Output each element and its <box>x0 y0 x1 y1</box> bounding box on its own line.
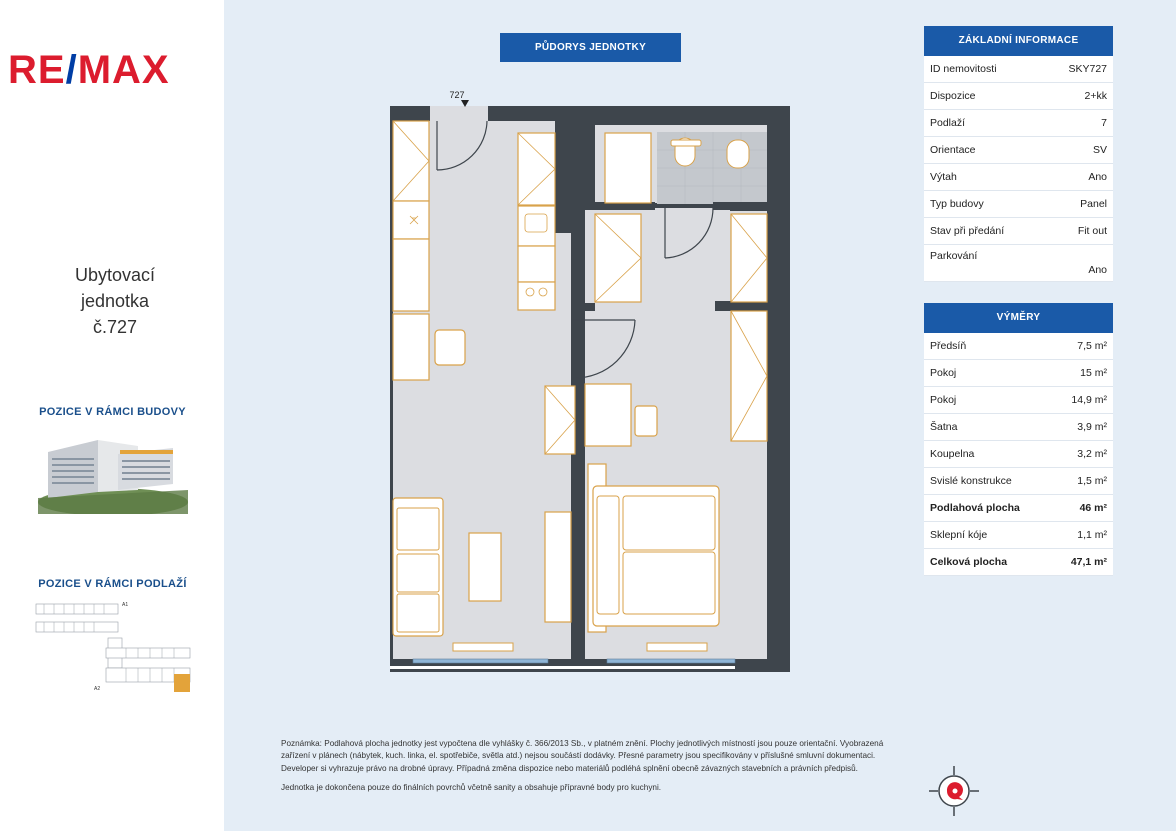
remax-logo: RE/MAX <box>8 48 170 92</box>
info-row-podlazi: Podlaží 7 <box>924 110 1113 137</box>
floor-map-label-a2: A2 <box>94 686 101 692</box>
unit-title-line3: č.727 <box>92 317 138 337</box>
info-row-id: ID nemovitosti SKY727 <box>924 56 1113 83</box>
unit-title <box>20 262 210 340</box>
info-row-vytah: Výtah Ano <box>924 164 1113 191</box>
unit-number-label: 727 <box>449 90 465 100</box>
areas-panel <box>924 303 1113 576</box>
area-row-pokoj-1: Pokoj 15 m² <box>924 360 1113 387</box>
info-row-stav: Stav při předání Fit out <box>924 218 1113 245</box>
area-row-koupelna: Koupelna 3,2 m² <box>924 441 1113 468</box>
area-row-predsin: Předsíň 7,5 m² <box>924 333 1113 360</box>
compass-icon <box>929 766 979 816</box>
sidebar <box>0 0 224 831</box>
area-row-celkova: Celková plocha 47,1 m² <box>924 549 1113 576</box>
area-row-pokoj-2: Pokoj 14,9 m² <box>924 387 1113 414</box>
disclaimer-note <box>281 738 911 801</box>
info-row-typ-budovy: Typ budovy Panel <box>924 191 1113 218</box>
unit-title-line2: jednotka <box>80 291 150 311</box>
areas-title: VÝMĚRY <box>924 303 1113 333</box>
unit-title-line1: Ubytovací <box>74 265 156 285</box>
note-paragraph-2: Jednotka je dokončena pouze do finálních povrchů včetně sanity a obsahuje přípravné body pro kuchyni. <box>281 782 662 792</box>
basic-info-panel <box>924 26 1113 282</box>
info-row-dispozice: Dispozice 2+kk <box>924 83 1113 110</box>
building-position-label: POZICE V RÁMCI BUDOVY <box>39 406 186 418</box>
area-row-svisle: Svislé konstrukce 1,5 m² <box>924 468 1113 495</box>
plan-title: PŮDORYS JEDNOTKY <box>500 33 681 62</box>
floor-map-label-a1: A1 <box>122 602 129 608</box>
area-row-podlahova: Podlahová plocha 46 m² <box>924 495 1113 522</box>
building-image <box>38 432 188 514</box>
floor-position-map <box>34 600 192 694</box>
info-row-parkovani: Parkování Ano <box>924 245 1113 282</box>
basic-info-title: ZÁKLADNÍ INFORMACE <box>924 26 1113 56</box>
info-row-orientace: Orientace SV <box>924 137 1113 164</box>
floor-position-label: POZICE V RÁMCI PODLAŽÍ <box>38 578 187 590</box>
entrance-marker-icon <box>461 100 469 107</box>
area-row-satna: Šatna 3,9 m² <box>924 414 1113 441</box>
note-paragraph-1: Poznámka: Podlahová plocha jednotky jest vypočtena dle vyhlášky č. 366/2013 Sb., v platném znění. Plochy jednotlivých místností jsou pouze orientační. Vyobrazená zařízení v plánech (nábytek, kuch. linka, el. spotřebiče, světla atd.) nejsou součástí dodávky. Přesné parametry jsou specifikovány v příslušné smluvní dokumentaci. Developer si vyhrazuje právo na drobné úpravy. Případná změna dispozice nebo materiálů podléhá splnění obecně závazných stavebních a právních předpisů. <box>281 739 884 773</box>
floor-plan <box>385 88 795 678</box>
area-row-sklepni: Sklepní kóje 1,1 m² <box>924 522 1113 549</box>
